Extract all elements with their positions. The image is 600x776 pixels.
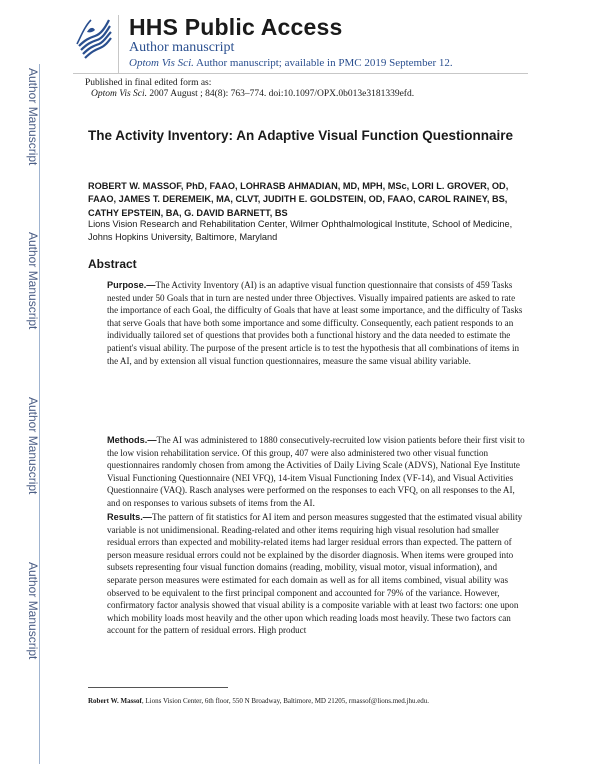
purpose-text: The Activity Inventory (AI) is an adaptive visual function questionnaire that consists of 459 Tasks nested under 50 Goals that in turn are nested under three Objectives. Visually impaired patients are asked to rate the importance of each Goal, the difficulty of Goals that have at least some importance, and the difficulty of Tasks that serve Goals that have both some importance and some difficulty. Consequently, each patient responds to an individually tailored set of questions that provides both a functional history and the data needed to estimate the patient's visual ability. The purpose of the present article is to test the hypothesis that all combinations of items in the AI, and by extension all visual function questionnaires, measure the same visual ability variable. <box>107 280 523 366</box>
side-label-1: Author Manuscript <box>26 68 40 166</box>
citation <box>85 89 414 100</box>
side-label-2: Author Manuscript <box>26 232 40 330</box>
footnote-rule <box>88 687 228 688</box>
footnote-text: , Lions Vision Center, 6th floor, 550 N Broadway, Baltimore, MD 21205, rmassof@lions.med.jhu.edu. <box>141 697 430 705</box>
methods-label: Methods.— <box>107 435 157 445</box>
citation-details: 2007 August ; 84(8): 763–774. doi:10.1097/OPX.0b013e3181339efd. <box>147 89 415 99</box>
affiliation: Lions Vision Research and Rehabilitation Center, Wilmer Ophthalmological Institute, School of Medicine, Johns Hopkins University, Baltimore, Maryland <box>88 219 513 243</box>
header-divider <box>118 15 119 73</box>
header-bottom-rule <box>73 73 528 74</box>
publication-intro: Published in final edited form as: <box>85 78 212 88</box>
footnote-name: Robert W. Massof <box>88 697 142 705</box>
abstract-heading: Abstract <box>88 257 137 271</box>
availability-text: Author manuscript; available in PMC 2019 September 12. <box>193 57 453 69</box>
side-label-3: Author Manuscript <box>26 397 40 495</box>
results-text: The pattern of fit statistics for AI item and person measures suggested that the estimated visual ability variable is not unidimensional. Reading-related and other items requiring high visual resolution had smaller residual errors than expected and mobility-related items had larger residual errors than expected. The pattern of person measure residual errors could not be explained by the disorder diagnosis. When items were grouped into subsets representing four visual function domains (reading, mobility, visual motor, visual information), and separate person measures were estimated for each domain as well as for all items combined, visual ability was observed to be equivalent to the first principal component and accounted for 79% of the variance. However, confirmatory factor analysis showed that visual ability is a composite variable with at least two factors: one upon which mobility loads most heavily and the other upon which reading loads most heavily. These two factors can account for the pattern of residual errors. High product <box>107 512 523 636</box>
results-paragraph <box>107 511 528 637</box>
methods-paragraph <box>107 434 528 510</box>
purpose-paragraph <box>107 279 528 367</box>
purpose-label: Purpose.— <box>107 280 156 290</box>
publication-info <box>85 78 414 100</box>
availability-line <box>129 57 453 69</box>
hhs-title: HHS Public Access <box>129 14 343 40</box>
correspondence-footnote <box>88 697 429 705</box>
methods-text: The AI was administered to 1880 consecutively-recruited low vision patients before their first visit to the low vision rehabilitation service. Of this group, 407 were also administered two other visual function questionnaires randomly chosen from among the Activities of Daily Living Scale (ADVS), National Eye Institute Visual Functioning Questionnaire (NEI VFQ), 14-item Visual Functioning Index (VF-14), and Visual Activities Questionnaire (VAQ). Rasch analyses were performed on the responses to each VFQ, on all responses to the AI, and on responses to various subsets of items from the AI. <box>107 435 525 508</box>
hhs-logo-icon <box>75 14 113 64</box>
author-list: ROBERT W. MASSOF, PhD, FAAO, LOHRASB AHMADIAN, MD, MPH, MSc, LORI L. GROVER, OD, FAAO, JAMES T. DEREMEIK, MA, CLVT, JUDITH E. GOLDSTEIN, OD, FAAO, CAROL RAINEY, BS, CATHY EPSTEIN, BA, G. DAVID BARNETT, BS <box>88 181 509 218</box>
results-label: Results.— <box>107 512 152 522</box>
citation-journal: Optom Vis Sci. <box>91 89 148 99</box>
article-title: The Activity Inventory: An Adaptive Visual Function Questionnaire <box>88 128 514 143</box>
side-label-4: Author Manuscript <box>26 562 40 660</box>
journal-abbrev: Optom Vis Sci. <box>129 57 194 69</box>
manuscript-label: Author manuscript <box>129 40 235 55</box>
